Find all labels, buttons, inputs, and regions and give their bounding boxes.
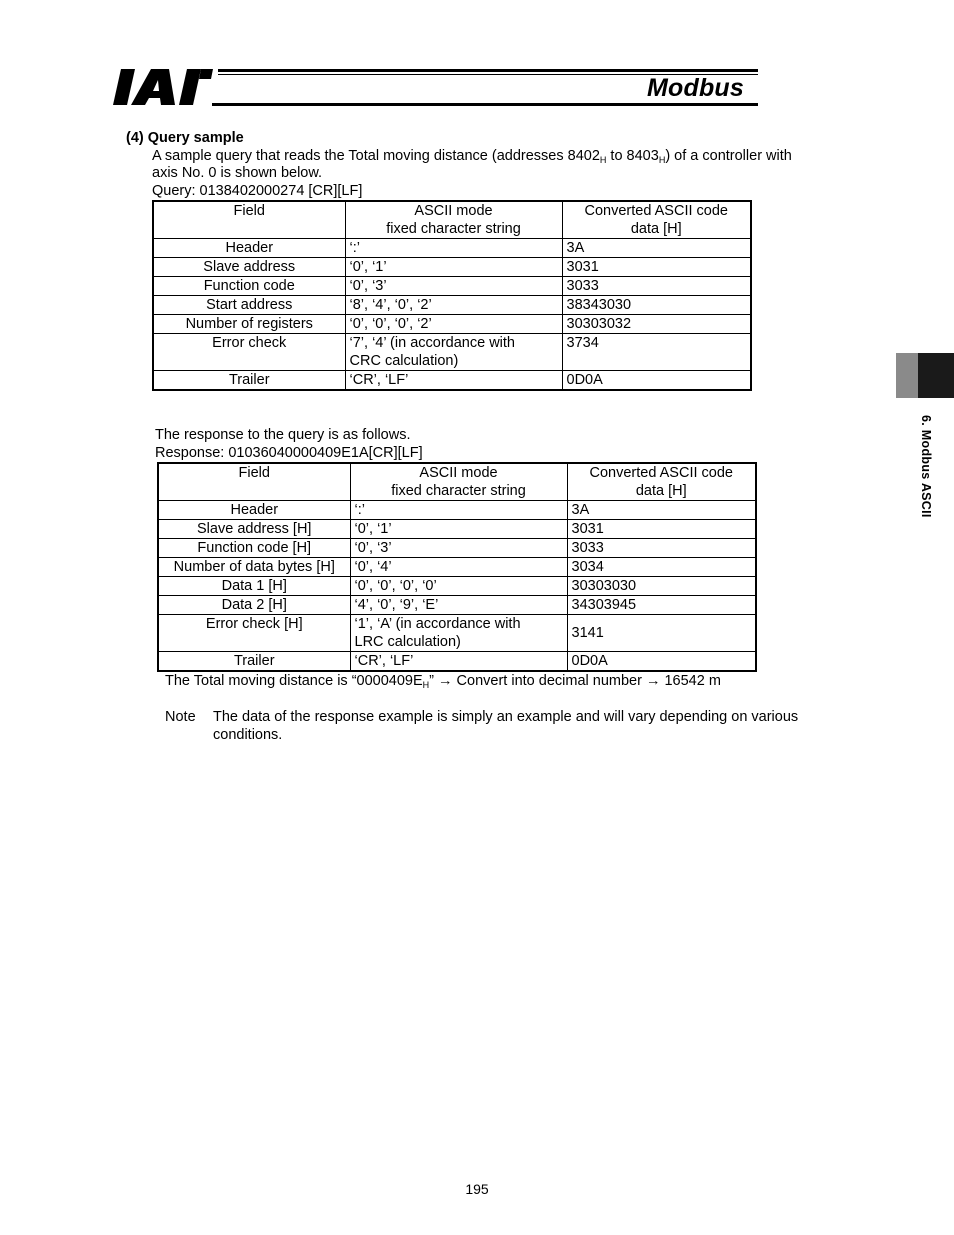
response-header-cell: ASCII mode fixed character string [350, 463, 567, 501]
side-chapter-label: 6. Modbus ASCII [919, 415, 933, 518]
query-cell: Header [153, 239, 345, 258]
response-cell: Data 1 [H] [158, 577, 350, 596]
note-line2: conditions. [213, 727, 283, 743]
response-cell: Function code [H] [158, 539, 350, 558]
response-cell: ‘1’, ‘A’ (in accordance with LRC calculation) [350, 615, 567, 652]
response-cell: Number of data bytes [H] [158, 558, 350, 577]
query-row [153, 239, 751, 258]
response-cell: 0D0A [567, 652, 756, 672]
response-cell: Header [158, 501, 350, 520]
response-header-cell: Converted ASCII code data [H] [567, 463, 756, 501]
response-row [158, 596, 756, 615]
query-cell: 38343030 [562, 296, 751, 315]
response-cell: 3034 [567, 558, 756, 577]
response-table [157, 462, 757, 672]
side-tab-black [918, 353, 954, 398]
page-number: 195 [465, 1181, 489, 1197]
query-cell: ‘:’ [345, 239, 562, 258]
response-cell: ‘4’, ‘0’, ‘9’, ‘E’ [350, 596, 567, 615]
query-row [153, 371, 751, 391]
response-cell: ‘:’ [350, 501, 567, 520]
response-row [158, 539, 756, 558]
response-row [158, 652, 756, 672]
response-cell: 34303945 [567, 596, 756, 615]
note-line1: The data of the response example is simply an example and will vary depending on various [213, 709, 799, 725]
response-cell: Slave address [H] [158, 520, 350, 539]
response-cell: 3031 [567, 520, 756, 539]
query-cell: ‘0’, ‘3’ [345, 277, 562, 296]
header-rule-bottom [212, 103, 758, 106]
section-intro: A sample query that reads the Total moving distance (addresses $8402_H$ to $8403_H$) of a controller with [152, 148, 792, 165]
response-header-row [158, 463, 756, 501]
response-row [158, 501, 756, 520]
query-cell: 3033 [562, 277, 751, 296]
query-cell: Function code [153, 277, 345, 296]
query-cell: Trailer [153, 371, 345, 391]
response-row [158, 615, 756, 652]
response-cell: Error check [H] [158, 615, 350, 652]
query-row [153, 296, 751, 315]
response-cell: 30303030 [567, 577, 756, 596]
response-cell: ‘CR’, ‘LF’ [350, 652, 567, 672]
query-string: Query: 0138402000274 [CR][LF] [152, 183, 363, 199]
query-header-cell: Converted ASCII code data [H] [562, 201, 751, 239]
response-cell: 3141 [567, 615, 756, 652]
iai-logo [113, 67, 213, 107]
query-header-cell: ASCII mode fixed character string [345, 201, 562, 239]
response-cell: ‘0’, ‘0’, ‘0’, ‘0’ [350, 577, 567, 596]
result-text: The Total moving distance is “$0000409E_H$” → Convert into decimal number → 16542 m [165, 673, 721, 690]
response-cell: ‘0’, ‘4’ [350, 558, 567, 577]
header-title: Modbus [646, 74, 744, 102]
query-cell: ‘0’, ‘1’ [345, 258, 562, 277]
query-cell: Number of registers [153, 315, 345, 334]
query-cell: ‘7’, ‘4’ (in accordance with CRC calculation) [345, 334, 562, 371]
response-row [158, 558, 756, 577]
query-cell: 3A [562, 239, 751, 258]
response-cell: Data 2 [H] [158, 596, 350, 615]
response-header-cell: Field [158, 463, 350, 501]
query-header-cell: Field [153, 201, 345, 239]
header-rule-top [218, 69, 758, 72]
query-cell: 3031 [562, 258, 751, 277]
response-cell: ‘0’, ‘1’ [350, 520, 567, 539]
query-cell: ‘CR’, ‘LF’ [345, 371, 562, 391]
query-cell: ‘8’, ‘4’, ‘0’, ‘2’ [345, 296, 562, 315]
query-cell: Slave address [153, 258, 345, 277]
response-intro: The response to the query is as follows. [155, 427, 411, 443]
query-cell: Error check [153, 334, 345, 371]
response-cell: Trailer [158, 652, 350, 672]
query-table [152, 200, 752, 391]
query-row [153, 258, 751, 277]
response-cell: 3A [567, 501, 756, 520]
response-row [158, 577, 756, 596]
note-label: Note [165, 709, 196, 725]
query-row [153, 277, 751, 296]
query-cell: Start address [153, 296, 345, 315]
response-cell: 3033 [567, 539, 756, 558]
query-cell: 3734 [562, 334, 751, 371]
section-heading: (4) Query sample [126, 130, 244, 146]
section-intro-line2: axis No. 0 is shown below. [152, 165, 323, 181]
response-cell: ‘0’, ‘3’ [350, 539, 567, 558]
query-header-row [153, 201, 751, 239]
query-row [153, 334, 751, 371]
side-tab-gray [896, 353, 918, 398]
query-cell: ‘0’, ‘0’, ‘0’, ‘2’ [345, 315, 562, 334]
query-cell: 30303032 [562, 315, 751, 334]
response-string: Response: 01036040000409E1A[CR][LF] [155, 445, 423, 461]
query-row [153, 315, 751, 334]
query-cell: 0D0A [562, 371, 751, 391]
response-row [158, 520, 756, 539]
